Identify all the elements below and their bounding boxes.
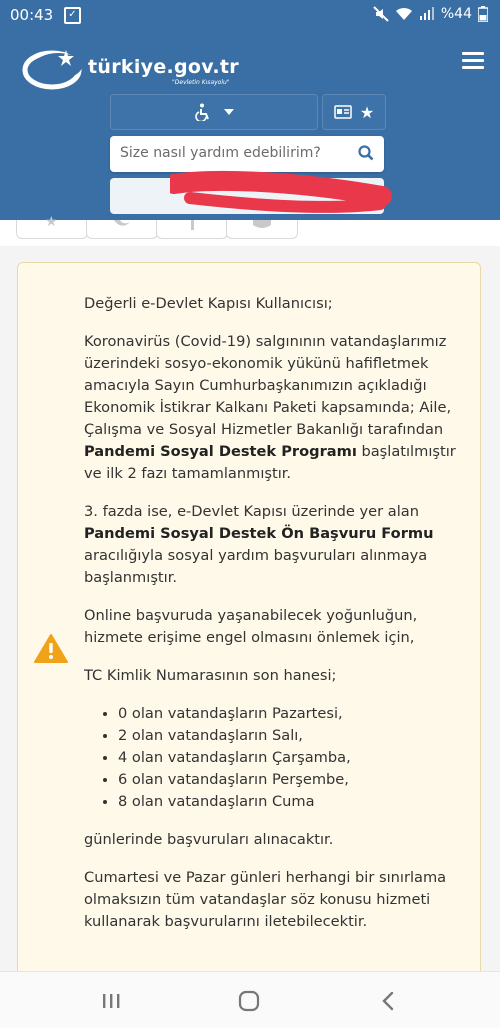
recent-apps-icon[interactable] (96, 990, 126, 1012)
favorite-share-button[interactable] (16, 214, 88, 239)
status-time: 00:43 (10, 6, 54, 24)
notice-paragraph-id: TC Kimlik Numarasının son hanesi; (84, 667, 337, 684)
comment-share-button[interactable] (226, 220, 298, 239)
id-card-favorites-button[interactable] (322, 94, 386, 130)
schedule-item: • 4 olan vatandaşların Çarşamba, (118, 747, 476, 769)
chevron-down-icon (224, 109, 234, 115)
covid-notice-box (17, 262, 481, 992)
wifi-icon (395, 7, 413, 21)
notice-text (84, 293, 476, 949)
mute-icon (373, 6, 389, 22)
notice-paragraph-days: günlerinde başvuruları alınacaktır. (84, 831, 334, 848)
warning-icon (34, 633, 68, 663)
notice-paragraph-weekend: Cumartesi ve Pazar günleri herhangi bir sınırlama olmaksızın tüm vatandaşlar söz konusu hizmeti kullanarak başvurularını iletebilecektir. (84, 869, 447, 930)
comment-icon (253, 220, 271, 230)
star-icon: ★ (45, 214, 58, 230)
twitter-icon (114, 220, 130, 230)
schedule-item: • 0 olan vatandaşların Pazartesi, (118, 703, 476, 725)
battery-icon (478, 6, 488, 22)
star-icon: ★ (359, 102, 375, 122)
facebook-share-button[interactable] (156, 220, 228, 239)
program-name: Pandemi Sosyal Destek Programı (84, 443, 357, 460)
hamburger-menu-icon[interactable] (462, 52, 484, 70)
wheelchair-icon (194, 103, 212, 121)
logo-star-crescent-icon (22, 44, 86, 92)
notice-paragraph-density: Online başvuruda yaşanabilecek yoğunluğun, hizmete erişime engel olmasını önlemek için, (84, 607, 418, 646)
form-name: Pandemi Sosyal Destek Ön Başvuru Formu (84, 525, 434, 542)
system-navigation-bar (0, 971, 500, 1028)
status-icons (373, 6, 488, 22)
notice-paragraph-program: Koronavirüs (Covid-19) salgınının vatandaşlarımız üzerindeki sosyo-ekonomik yükünü hafifletmek amacıyla Sayın Cumhurbaşkanımızın açıkladığı Ekonomik İstikrar Kalkanı Paketi kapsamında; Aile, Çalışma ve Sosyal Hizmetler Bakanlığı tarafından Pandemi Sosyal Destek Programı başlatılmıştır ve ilk 2 fazı tamamlanmıştır. (84, 333, 456, 482)
search-input[interactable] (110, 136, 350, 170)
home-icon[interactable] (234, 990, 264, 1012)
turkiye-gov-logo[interactable] (22, 44, 252, 94)
schedule-list (84, 703, 476, 813)
notification-check-icon: ✓ (64, 7, 81, 24)
content-area (0, 246, 500, 971)
share-bar (0, 214, 500, 246)
status-bar (0, 0, 500, 30)
signal-icon (419, 7, 435, 21)
schedule-item: • 6 olan vatandaşların Perşembe, (118, 769, 476, 791)
search-icon[interactable] (358, 145, 374, 161)
schedule-item: • 8 olan vatandaşların Cuma (118, 791, 476, 813)
notice-paragraph-form: 3. fazda ise, e-Devlet Kapısı üzerinde yer alan Pandemi Sosyal Destek Ön Başvuru Formu aracılığıyla sosyal yardım başvuruları alınmaya başlanmıştır. (84, 503, 434, 586)
brand-name: türkiye.gov.tr (88, 56, 239, 78)
accessibility-dropdown[interactable] (110, 94, 318, 130)
back-icon[interactable] (374, 990, 404, 1012)
battery-level: %44 (440, 6, 472, 22)
site-header (0, 30, 500, 220)
brand-tagline: "Devletin Kısayolu" (172, 79, 230, 86)
search-box (110, 136, 384, 172)
schedule-item: • 2 olan vatandaşların Salı, (118, 725, 476, 747)
id-card-icon (334, 105, 352, 119)
twitter-share-button[interactable] (86, 220, 158, 239)
facebook-icon (187, 220, 197, 230)
notice-greeting: Değerli e-Devlet Kapısı Kullanıcısı; (84, 295, 333, 312)
